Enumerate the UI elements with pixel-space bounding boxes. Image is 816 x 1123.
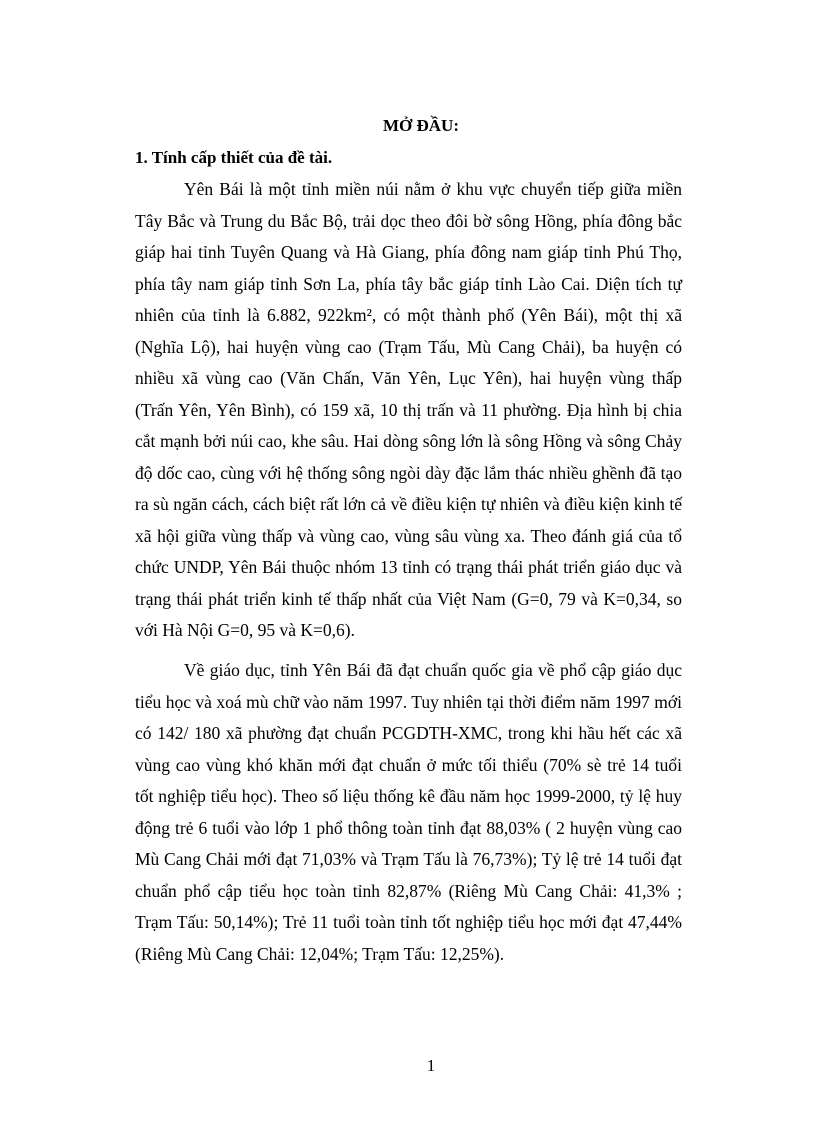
section-heading: 1. Tính cấp thiết của đề tài.: [135, 148, 333, 167]
paragraph: Yên Bái là một tỉnh miền núi nằm ở khu vực chuyển tiếp giữa miền Tây Bắc và Trung du Bắc Bộ, trải dọc theo đôi bờ sông Hồng, phía đông bắc giáp hai tỉnh Tuyên Quang và Hà Giang, phía đông nam giáp tỉnh Phú Thọ, phía tây nam giáp tỉnh Sơn La, phía tây bắc giáp tỉnh Lào Cai. Diện tích tự nhiên của tỉnh là 6.882, 922km², có một thành phố (Yên Bái), một thị xã (Nghĩa Lộ), hai huyện vùng cao (Trạm Tấu, Mù Cang Chải), ba huyện có nhiều xã vùng cao (Văn Chấn, Văn Yên, Lục Yên), hai huyện vùng thấp (Trấn Yên, Yên Bình), có 159 xã, 10 thị trấn và 11 phường. Địa hình bị chia cắt mạnh bởi núi cao, khe sâu. Hai dòng sông lớn là sông Hồng và sông Chảy độ dốc cao, cùng với hệ thống sông ngòi dày đặc lắm thác nhiều ghềnh đã tạo ra sù ngăn cách, cách biệt rất lớn cả về điều kiện tự nhiên và điều kiện kinh tế xã hội giữa vùng thấp và vùng cao, vùng sâu vùng xa. Theo đánh giá của tổ chức UNDP, Yên Bái thuộc nhóm 13 tỉnh có trạng thái phát triển giáo dục và trạng thái phát triển kinh tế thấp nhất của Việt Nam (G=0, 79 và K=0,34, so với Hà Nội G=0, 95 và K=0,6).: [135, 179, 682, 640]
page-number: 1: [426, 1056, 436, 1075]
document-title: MỞ ĐẦU:: [382, 116, 459, 135]
paragraph: Về giáo dục, tỉnh Yên Bái đã đạt chuẩn quốc gia về phổ cập giáo dục tiểu học và xoá mù chữ vào năm 1997. Tuy nhiên tại thời điểm năm 1997 mới có 142/ 180 xã phường đạt chuẩn PCGDTH-XMC, trong khi hầu hết các xã vùng cao vùng khó khăn mới đạt chuẩn ở mức tối thiểu (70% sè trẻ 14 tuổi tốt nghiệp tiểu học). Theo số liệu thống kê đầu năm học 1999-2000, tỷ lệ huy động trẻ 6 tuổi vào lớp 1 phổ thông toàn tỉnh đạt 88,03% ( 2 huyện vùng cao Mù Cang Chải mới đạt 71,03% và Trạm Tấu là 76,73%); Tỷ lệ trẻ 14 tuổi đạt chuẩn phổ cập tiểu học toàn tỉnh 82,87% (Riêng Mù Cang Chải: 41,3% ; Trạm Tấu: 50,14%); Trẻ 11 tuổi toàn tỉnh tốt nghiệp tiểu học mới đạt 47,44% (Riêng Mù Cang Chải: 12,04%; Trạm Tấu: 12,25%).: [135, 660, 682, 964]
